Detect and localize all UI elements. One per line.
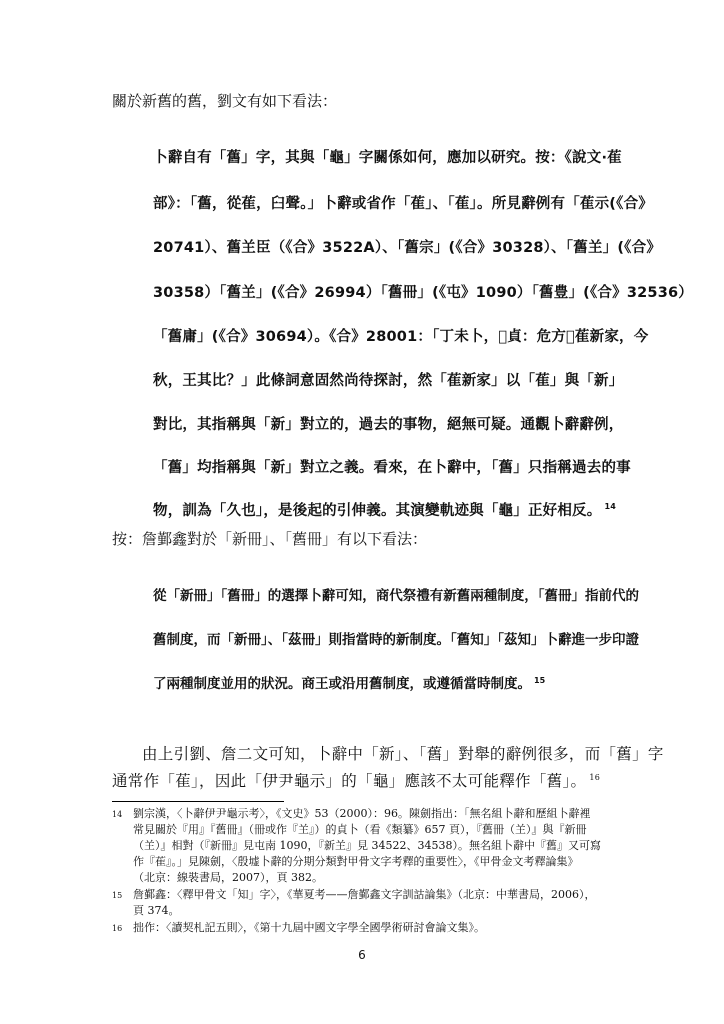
body-line-1: 由上引劉、詹二文可知，卜辭中「新」、「舊」對舉的辭例很多，而「舊」字 xyxy=(142,745,664,763)
quote1-line-8: 「舊」均指稱與「新」對立之義。看來，在卜辭中，「舊」只指稱過去的事 xyxy=(153,460,631,476)
footnote-ref-15[interactable]: 15 xyxy=(534,675,546,685)
footnote-number-15: 15 xyxy=(112,891,123,900)
footnote-14-line-2: 常見關於『用』『舊冊』（冊或作『𦍌』）的貞卜（看《類纂》657 頁），『舊冊（𦍌）』與『新冊 xyxy=(133,823,587,836)
footnote-16 xyxy=(133,920,485,936)
quote1-line-2: 部》：「舊，從萑，臼聲。」卜辭或省作「萑」、「萑」。所見辭例有「萑示(《合》 xyxy=(153,196,653,212)
footnote-15 xyxy=(133,887,596,919)
quote1-line-1: 卜辭自有「舊」字，其與「龜」字關係如何，應加以研究。按：《說文·萑 xyxy=(153,150,622,166)
page-number: 6 xyxy=(358,948,366,962)
body-line-2-text: 通常作「萑」，因此「伊尹龜示」的「龜」應該不太可能釋作「舊」。 xyxy=(112,772,587,790)
quote1-line-7: 對比，其指稱與「新」對立的，過去的事物，絕無可疑。通觀卜辭辭例， xyxy=(153,417,624,433)
footnote-ref-16[interactable]: 16 xyxy=(589,772,601,782)
footnote-number-16: 16 xyxy=(112,924,123,933)
an-lead-paragraph: 按：詹鄞鑫對於「新冊」、「舊冊」有以下看法： xyxy=(112,530,428,548)
footnote-15-line-2: 頁 374。 xyxy=(133,904,180,917)
quote1-line-4: 30358）「舊𦍌」(《合》26994）「舊冊」(《屯》1090）「舊豊」(《合》32536） xyxy=(153,285,693,301)
quote1-line-3: 20741）、舊𦍌臣（《合》3522A）、「舊宗」(《合》30328）、「舊𦍌」(《合》 xyxy=(153,240,662,256)
footnote-16-line-1: 拙作：〈讀契札記五則〉，《第十九屆中國文字學全國學術研討會論文集》。 xyxy=(133,921,485,934)
quote1-line-5: 「舊庸」(《合》30694）。《合》28001：「丁未卜，𠱿貞：危方𠧹萑新家，今 xyxy=(153,329,649,345)
quote2-line-3 xyxy=(153,672,545,692)
footnote-ref-14[interactable]: 14 xyxy=(604,502,616,512)
intro-paragraph: 關於新舊的舊，劉文有如下看法： xyxy=(112,92,338,110)
footnote-14 xyxy=(133,806,601,886)
quote2-line-2: 舊制度，而「新冊」、「茲冊」則指當時的新制度。「舊知」「茲知」卜辭進一步印證 xyxy=(153,632,639,648)
quote1-line-9 xyxy=(153,499,616,520)
footnote-15-line-1: 詹鄞鑫：〈釋甲骨文「知」字〉，《華夏考——詹鄞鑫文字訓詁論集》（北京：中華書局，2006）， xyxy=(133,888,596,901)
quote1-line-6: 秋，王其比？」此條詞意固然尚待探討，然「萑新家」以「萑」與「新」 xyxy=(153,373,624,389)
quote2-line-3-text: 了兩種制度並用的狀況。商王或沿用舊制度，或遵循當時制度。 xyxy=(153,676,531,692)
footnote-14-line-4: 作『萑』。」見陳劍，〈殷墟卜辭的分期分類對甲骨文字考釋的重要性〉，《甲骨金文考釋論集》 xyxy=(133,855,579,868)
footnote-separator xyxy=(112,801,284,802)
body-line-2 xyxy=(112,769,600,791)
footnote-14-line-5: （北京：線裝書局，2007），頁 382。 xyxy=(133,871,323,884)
footnote-14-line-1: 劉宗漢，〈卜辭伊尹龜示考〉，《文史》53（2000）：96。陳劍指出：「無名組卜辭和歷組卜辭裡 xyxy=(133,807,591,820)
quote2-line-1: 從「新冊」「舊冊」的選擇卜辭可知，商代祭禮有新舊兩種制度，「舊冊」指前代的 xyxy=(153,588,639,604)
quote1-line-9-text: 物，訓為「久也」，是後起的引伸義。其演變軌迹與「龜」正好相反。 xyxy=(153,503,602,519)
footnote-14-line-3: （𦍌）』相對（『新冊』見屯南 1090，『新𦍌』見 34522、34538）。無名組卜辭中『舊』又可寫 xyxy=(133,839,601,852)
footnote-number-14: 14 xyxy=(112,810,123,819)
